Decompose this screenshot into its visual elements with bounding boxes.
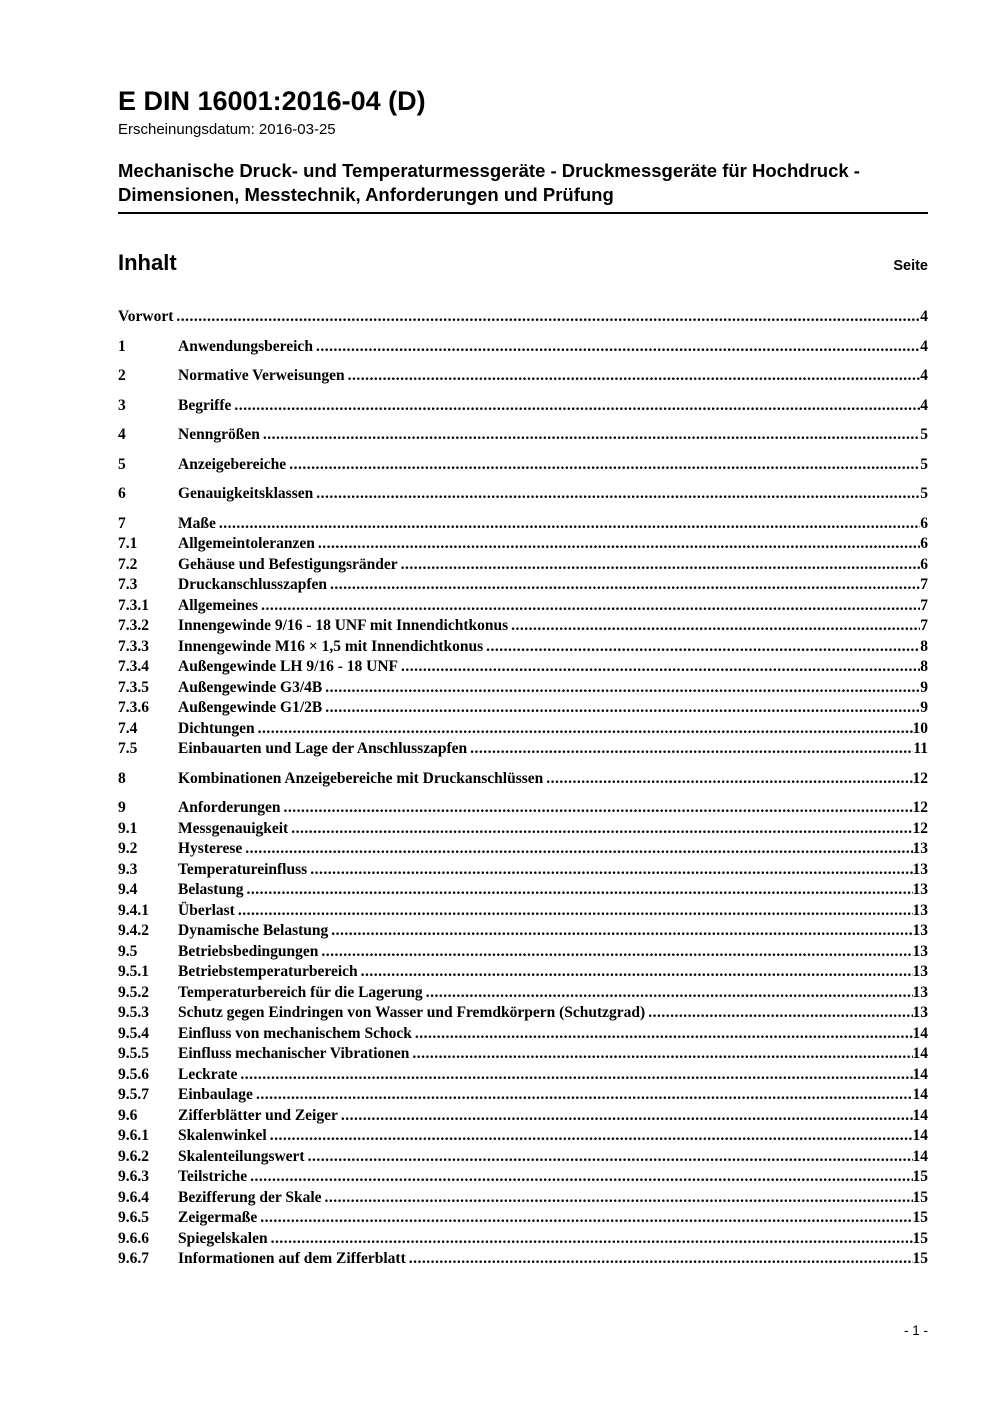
toc-entry-number: 9.6.6	[118, 1229, 149, 1247]
toc-entry-number: 9.6.2	[118, 1147, 149, 1165]
dot-leader	[316, 484, 920, 505]
toc-entry-number: 9.6.5	[118, 1209, 149, 1226]
toc-entry-title: Einbaulage	[178, 1086, 253, 1103]
toc-entry-title: Dichtungen	[178, 719, 255, 737]
toc-entry-title: Begriffe	[178, 396, 232, 414]
toc-entry	[118, 1085, 928, 1106]
toc-entry-number: 3	[118, 396, 126, 414]
toc-entry-page: 15	[912, 1209, 928, 1226]
dot-leader	[234, 396, 920, 417]
toc-entry-title: Einfluss mechanischer Vibrationen	[178, 1045, 410, 1062]
toc-entry-title: Informationen auf dem Zifferblatt	[178, 1250, 406, 1267]
page-number-footer: - 1 -	[903, 1323, 928, 1338]
toc-entry-number: 9.4	[118, 881, 138, 898]
toc-entry	[118, 455, 928, 476]
toc-entry-title: Spiegelskalen	[178, 1229, 268, 1247]
dot-leader	[321, 942, 912, 963]
toc-entry	[118, 1003, 928, 1024]
page-column-label: Seite	[893, 258, 928, 274]
release-date: Erscheinungsdatum: 2016-03-25	[118, 121, 336, 138]
toc-entry-page: 13	[912, 1004, 928, 1021]
toc-entry-title: Temperatureinfluss	[178, 860, 308, 878]
dot-leader	[401, 555, 921, 576]
toc-entry-page: 15	[912, 1188, 928, 1206]
toc-entry-title: Überlast	[178, 901, 235, 919]
toc-entry-page: 13	[912, 901, 928, 919]
toc-entry-title: Temperaturbereich für die Lagerung	[178, 983, 423, 1001]
toc-entry	[118, 860, 928, 881]
dot-leader	[330, 575, 920, 596]
toc-entry-title: Einbauarten und Lage der Anschlusszapfen	[178, 740, 468, 757]
toc-entry-title: Anwendungsbereich	[178, 337, 313, 355]
toc-entry-page: 13	[912, 922, 928, 939]
dot-leader	[258, 719, 913, 740]
toc-entry-number: 9.5.5	[118, 1045, 149, 1062]
toc-entry-title: Maße	[178, 514, 216, 532]
toc-entry-number: 9.5.6	[118, 1065, 149, 1083]
toc-entry-page: 14	[912, 1127, 928, 1144]
toc-entry-number: 7.3	[118, 576, 138, 593]
toc-entry	[118, 637, 928, 658]
document-title: Mechanische Druck- und Temperaturmessgeräte - Druckmessgeräte für Hochdruck - Dimensionen, Messtechnik, Anforderungen und Prüfung	[118, 159, 928, 214]
toc-entry-number: 7.5	[118, 740, 138, 757]
toc-entry-number: 9.5.7	[118, 1086, 149, 1103]
dot-leader	[648, 1003, 912, 1024]
toc-entry-number: 9.6.1	[118, 1127, 149, 1144]
toc-entry	[118, 1065, 928, 1086]
toc-entry	[118, 1024, 928, 1045]
dot-leader	[470, 739, 913, 760]
toc-entry-page: 7	[920, 617, 928, 634]
dot-leader	[271, 1229, 913, 1250]
dot-leader	[238, 901, 913, 922]
toc-entry	[118, 769, 928, 790]
toc-entry-title: Innengewinde M16 × 1,5 mit Innendichtkonus	[178, 637, 484, 655]
toc-entry	[118, 1044, 928, 1065]
dot-leader	[263, 425, 920, 446]
toc-entry-number: 4	[118, 426, 126, 443]
dot-leader	[361, 962, 913, 983]
toc-entry	[118, 962, 928, 983]
dot-leader	[348, 366, 921, 387]
toc-entry	[118, 514, 928, 535]
toc-entry-page: 6	[920, 535, 928, 552]
toc-entry	[118, 839, 928, 860]
toc-entry-number: 9	[118, 799, 126, 816]
toc-entry-page: 13	[912, 983, 928, 1001]
dot-leader	[176, 307, 920, 328]
toc-entry-page: 13	[912, 840, 928, 857]
toc-entry-title: Allgemeines	[178, 596, 259, 614]
toc-entry	[118, 337, 928, 358]
toc-entry-page: 14	[912, 1024, 928, 1042]
toc-entry	[118, 484, 928, 505]
toc-entry-number: 2	[118, 367, 126, 384]
toc-entry-number: 7.4	[118, 719, 138, 737]
toc-entry-page: 13	[912, 963, 928, 980]
toc-entry-title: Betriebsbedingungen	[178, 942, 319, 960]
toc-entry-title: Belastung	[178, 881, 244, 898]
toc-entry-page: 12	[912, 819, 928, 837]
dot-leader	[250, 1167, 912, 1188]
toc-entry-number: 7.3.4	[118, 658, 149, 675]
toc-entry	[118, 616, 928, 637]
toc-entry-page: 4	[920, 396, 928, 414]
toc-entry	[118, 678, 928, 699]
dot-leader	[401, 657, 920, 678]
toc-entry-page: 14	[912, 1045, 928, 1062]
toc-entry-page: 6	[920, 514, 928, 532]
toc-entry-title: Außengewinde LH 9/16 - 18 UNF	[178, 658, 399, 675]
toc-entry-page: 12	[912, 769, 928, 787]
dot-leader	[219, 514, 920, 535]
toc-entry-title: Zifferblätter und Zeiger	[178, 1106, 338, 1124]
toc-entry-number: 9.5.4	[118, 1024, 149, 1042]
toc-entry	[118, 798, 928, 819]
toc-entry-number: 9.6.4	[118, 1188, 149, 1206]
dot-leader	[289, 455, 920, 476]
toc-entry-page: 14	[912, 1106, 928, 1124]
toc-entry-number: 1	[118, 337, 126, 355]
toc-entry-number: 9.6	[118, 1106, 138, 1124]
toc-entry-title: Hysterese	[178, 840, 243, 857]
toc-entry-number: 7.3.3	[118, 637, 149, 655]
toc-entry-number: 9.2	[118, 840, 138, 857]
toc-entry	[118, 698, 928, 719]
toc-entry-title: Anzeigebereiche	[178, 455, 287, 473]
toc-entry	[118, 1167, 928, 1188]
dot-leader	[325, 698, 920, 719]
dot-leader	[415, 1024, 913, 1045]
page-content	[118, 0, 928, 1270]
toc-entry-title: Außengewinde G3/4B	[178, 678, 323, 696]
toc-entry-number: 9.6.7	[118, 1250, 149, 1267]
toc-entry	[118, 901, 928, 922]
toc-entry-title: Zeigermaße	[178, 1209, 258, 1226]
dot-leader	[245, 839, 912, 860]
toc-entry-number: 9.6.3	[118, 1168, 149, 1185]
toc-entry-title: Schutz gegen Eindringen von Wasser und Fremdkörpern (Schutzgrad)	[178, 1004, 646, 1021]
toc-entry-page: 5	[920, 426, 928, 443]
toc-entry-number: 7.3.5	[118, 678, 149, 696]
toc-entry-number: 7.1	[118, 535, 138, 552]
toc-entry-page: 9	[920, 678, 928, 696]
toc-list	[118, 307, 928, 1270]
toc-entry-title: Genauigkeitsklassen	[178, 485, 314, 502]
dot-leader	[246, 880, 912, 901]
toc-entry-page: 8	[920, 637, 928, 655]
toc-entry-page: 11	[913, 740, 928, 757]
toc-entry-page: 12	[912, 799, 928, 816]
toc-entry-number: 7.2	[118, 555, 138, 573]
toc-entry-page: 5	[920, 455, 928, 473]
toc-entry-number: 9.3	[118, 860, 138, 878]
toc-entry	[118, 555, 928, 576]
dot-leader	[325, 1188, 913, 1209]
dot-leader	[511, 616, 920, 637]
toc-entry	[118, 921, 928, 942]
toc-entry-page: 15	[912, 1250, 928, 1267]
toc-entry-page: 10	[912, 719, 928, 737]
toc-entry-number: 7.3.1	[118, 596, 149, 614]
toc-entry-title: Teilstriche	[178, 1168, 248, 1185]
toc-entry-page: 4	[920, 337, 928, 355]
toc-entry-title: Kombinationen Anzeigebereiche mit Druckanschlüssen	[178, 769, 544, 787]
toc-entry-title: Betriebstemperaturbereich	[178, 963, 358, 980]
toc-entry-title: Dynamische Belastung	[178, 922, 329, 939]
toc-entry-title: Anforderungen	[178, 799, 281, 816]
toc-entry-number: 9.5.2	[118, 983, 149, 1001]
toc-entry-page: 5	[920, 485, 928, 502]
document-number: E DIN 16001:2016-04 (D)	[118, 86, 426, 116]
toc-entry	[118, 942, 928, 963]
toc-entry	[118, 1147, 928, 1168]
toc-heading: Inhalt	[118, 250, 177, 275]
toc-entry-title: Außengewinde G1/2B	[178, 699, 323, 716]
toc-entry	[118, 425, 928, 446]
toc-entry	[118, 307, 928, 328]
toc-entry-page: 7	[920, 576, 928, 593]
dot-leader	[310, 860, 912, 881]
dot-leader	[270, 1126, 913, 1147]
toc-header	[118, 250, 928, 276]
toc-entry-page: 15	[912, 1229, 928, 1247]
toc-entry	[118, 880, 928, 901]
toc-entry	[118, 657, 928, 678]
toc-entry-title: Nenngrößen	[178, 426, 260, 443]
toc-entry	[118, 1208, 928, 1229]
toc-entry-number: 9.4.1	[118, 901, 149, 919]
toc-entry	[118, 575, 928, 596]
toc-entry-number: 9.5	[118, 942, 138, 960]
toc-entry	[118, 1229, 928, 1250]
dot-leader	[426, 983, 913, 1004]
dot-leader	[412, 1044, 912, 1065]
toc-entry-title: Bezifferung der Skale	[178, 1188, 322, 1206]
toc-entry-page: 14	[912, 1065, 928, 1083]
toc-entry	[118, 739, 928, 760]
dot-leader	[486, 637, 920, 658]
dot-leader	[316, 337, 920, 358]
toc-entry-number: 8	[118, 769, 126, 787]
toc-entry-page: 15	[912, 1168, 928, 1185]
dot-leader	[409, 1249, 913, 1270]
toc-entry-number: 7.3.6	[118, 699, 149, 716]
toc-entry-title: Normative Verweisungen	[178, 367, 345, 384]
toc-entry	[118, 596, 928, 617]
toc-entry-number: 9.5.1	[118, 963, 149, 980]
toc-entry-title: Innengewinde 9/16 - 18 UNF mit Innendichtkonus	[178, 617, 509, 634]
toc-entry	[118, 1188, 928, 1209]
toc-entry-number: 9.5.3	[118, 1004, 149, 1021]
toc-entry-page: 6	[920, 555, 928, 573]
dot-leader	[546, 769, 912, 790]
dot-leader	[331, 921, 912, 942]
dot-leader	[318, 534, 920, 555]
toc-entry-page: 14	[912, 1086, 928, 1103]
toc-entry	[118, 1126, 928, 1147]
toc-entry-number: 9.1	[118, 819, 138, 837]
dot-leader	[325, 678, 920, 699]
toc-entry-page: 14	[912, 1147, 928, 1165]
toc-entry-title: Skalenteilungswert	[178, 1147, 305, 1165]
toc-entry-title: Vorwort	[118, 308, 174, 325]
dot-leader	[291, 819, 912, 840]
toc-entry	[118, 819, 928, 840]
dot-leader	[308, 1147, 913, 1168]
toc-entry-page: 4	[920, 367, 928, 384]
dot-leader	[341, 1106, 913, 1127]
toc-entry-page: 13	[912, 881, 928, 898]
toc-entry-title: Druckanschlusszapfen	[178, 576, 327, 593]
toc-entry-title: Skalenwinkel	[178, 1127, 267, 1144]
toc-entry-page: 13	[912, 942, 928, 960]
toc-entry-number: 7.3.2	[118, 617, 149, 634]
toc-entry-number: 5	[118, 455, 126, 473]
dot-leader	[261, 596, 920, 617]
toc-entry-number: 6	[118, 485, 126, 502]
toc-entry-title: Leckrate	[178, 1065, 238, 1083]
dot-leader	[283, 798, 912, 819]
toc-entry	[118, 1106, 928, 1127]
toc-entry	[118, 719, 928, 740]
toc-entry-page: 9	[920, 699, 928, 716]
toc-entry-number: 7	[118, 514, 126, 532]
toc-entry	[118, 396, 928, 417]
toc-entry-page: 7	[920, 596, 928, 614]
toc-entry	[118, 983, 928, 1004]
toc-entry	[118, 1249, 928, 1270]
toc-entry-title: Gehäuse und Befestigungsränder	[178, 555, 398, 573]
toc-entry-title: Allgemeintoleranzen	[178, 535, 315, 552]
toc-entry-title: Messgenauigkeit	[178, 819, 289, 837]
toc-entry-number: 9.4.2	[118, 922, 149, 939]
dot-leader	[240, 1065, 912, 1086]
toc-entry	[118, 366, 928, 387]
toc-entry-page: 13	[912, 860, 928, 878]
dot-leader	[260, 1208, 912, 1229]
toc-entry-page: 4	[920, 308, 928, 325]
toc-entry-title: Einfluss von mechanischem Schock	[178, 1024, 412, 1042]
dot-leader	[256, 1085, 913, 1106]
toc-entry-page: 8	[920, 658, 928, 675]
toc-entry	[118, 534, 928, 555]
